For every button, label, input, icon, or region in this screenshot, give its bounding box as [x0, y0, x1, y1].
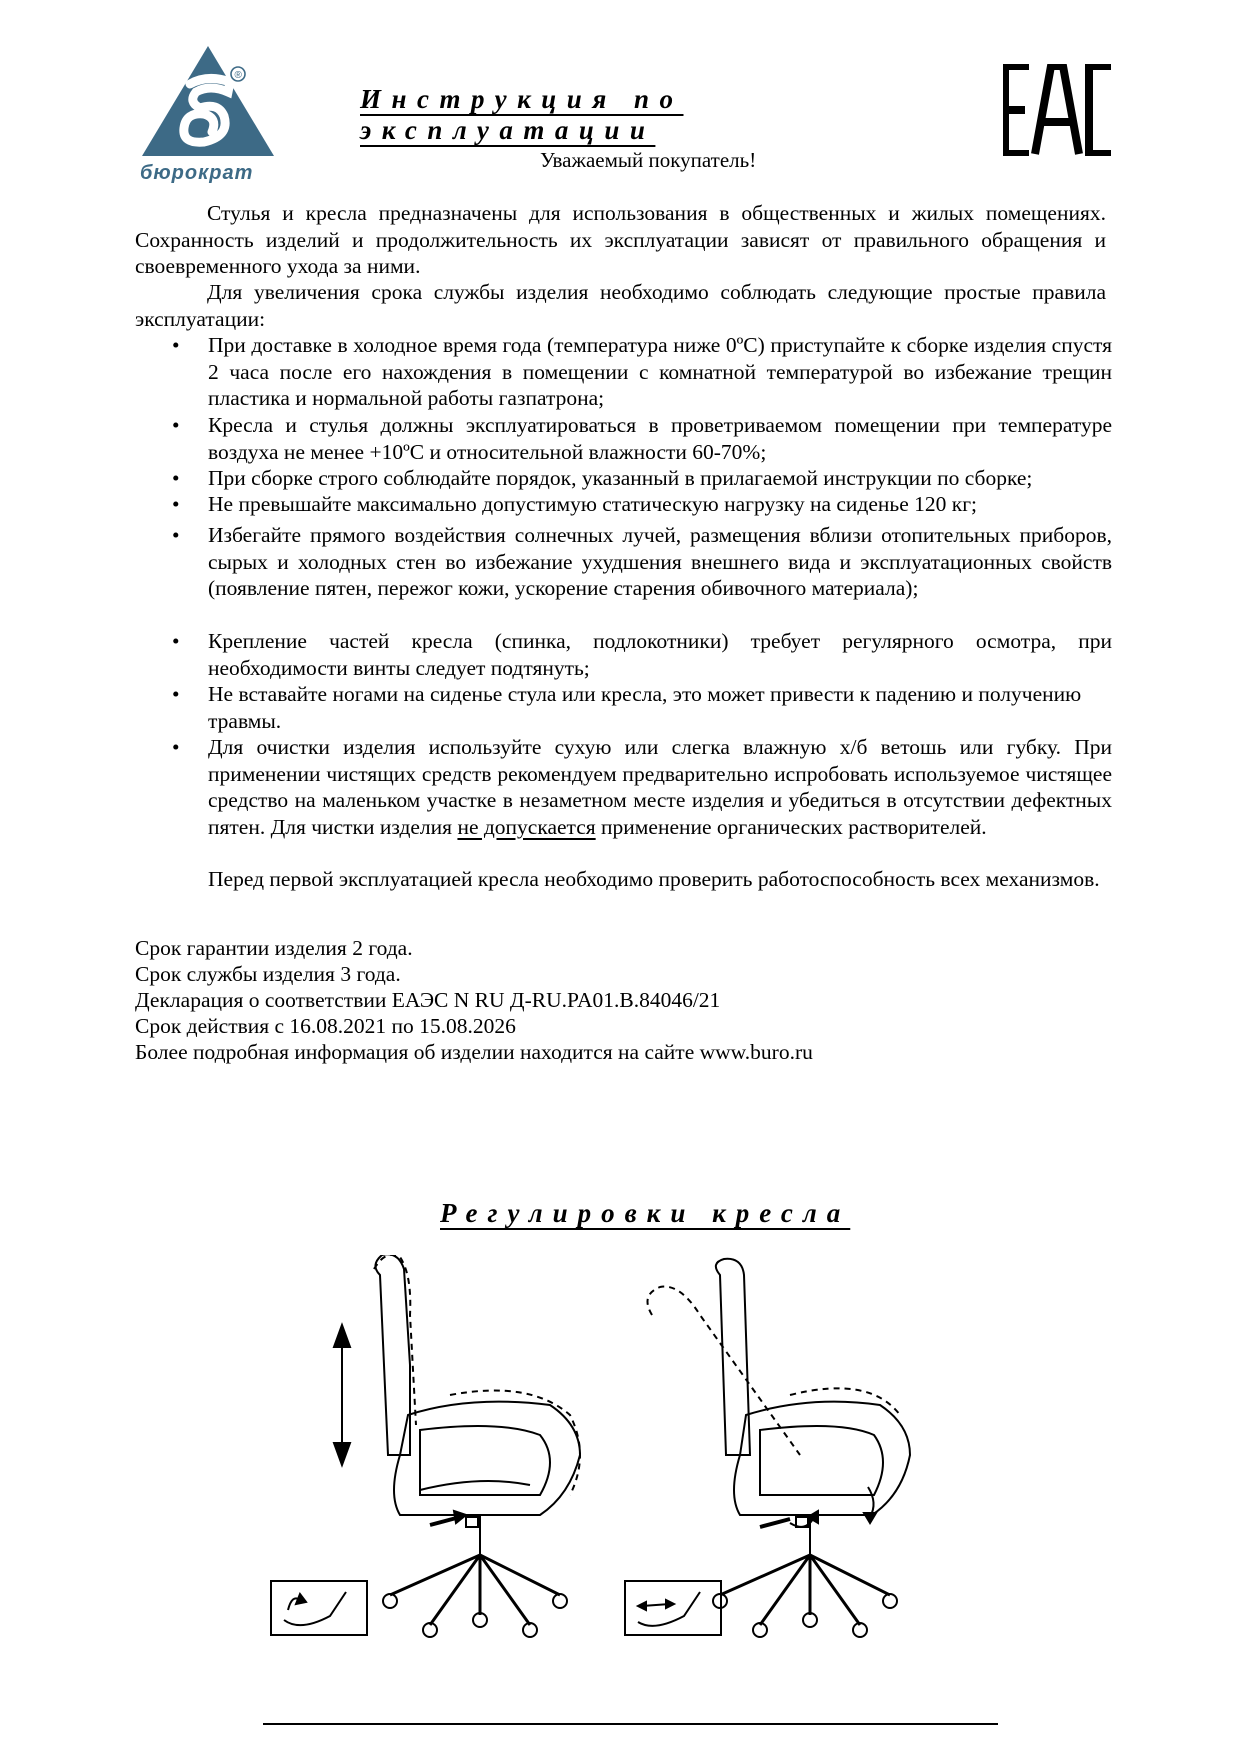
greeting: Уважаемый покупатель!	[540, 148, 757, 172]
rule-text: Кресла и стулья должны эксплуатироваться в проветриваемом помещении при температуре воздуха не менее +10ºС и относительной влажности 60-70%;	[208, 413, 1112, 464]
intro-paragraph-1: Стулья и кресла предназначены для использования в общественных и жилых помещениях. Сохранность изделий и продолжительность их эксплуатации зависят от правильного обращения и своевременного ухода за ними.	[135, 201, 1106, 278]
cleaning-text	[208, 734, 1112, 840]
service-life-line: Срок службы изделия 3 года.	[135, 962, 401, 986]
bullet-icon: •	[172, 682, 180, 706]
brand-name: бюрократ	[140, 162, 254, 184]
bullet-icon: •	[172, 413, 180, 437]
cleaning-text-after: применение органических растворителей.	[595, 814, 987, 839]
bullet-icon: •	[172, 523, 180, 547]
declaration-line: Декларация о соответствии ЕАЭС N RU Д-RU.PA01.B.84046/21	[135, 988, 721, 1012]
rule-text: При сборке строго соблюдайте порядок, указанный в прилагаемой инструкции по сборке;	[208, 466, 1033, 490]
cleaning-text-underlined: не допускается	[457, 814, 596, 839]
bullet-icon: •	[172, 333, 180, 357]
rule-text: Крепление частей кресла (спинка, подлокотники) требует регулярного осмотра, при необходимости винты следует подтянуть;	[208, 629, 1112, 680]
bullet-icon: •	[172, 735, 180, 759]
check-note: Перед первой эксплуатацией кресла необходимо проверить работоспособность всех механизмов.	[208, 867, 1100, 891]
tilt-lever-inset	[624, 1580, 724, 1638]
intro-paragraph-2: Для увеличения срока службы изделия необходимо соблюдать следующие простые правила эксплуатации:	[135, 280, 1106, 331]
cleaning-text-before: Для очистки изделия используйте сухую или слегка влажную х/б ветошь или губку. При применении чистящих средств рекомендуем предварительно испробовать используемое чистящее средство на маленьком участке в незаметном месте изделия и убедиться в отсутствии дефектных пятен. Для чистки изделия	[208, 735, 1112, 839]
adjustments-title: Регулировки кресла	[440, 1198, 851, 1228]
rule-text: Избегайте прямого воздействия солнечных лучей, размещения вблизи отопительных приборов, сырых и холодных стен во избежание ухудшения внешнего вида и эксплуатационных свойств (появление пятен, пережог кожи, ускорение старения обивочного материала);	[208, 523, 1112, 600]
rule-text: Не превышайте максимально допустимую статическую нагрузку на сиденье 120 кг;	[208, 492, 977, 516]
rule-text: При доставке в холодное время года (температура ниже 0ºС) приступайте к сборке изделия спустя 2 часа после его нахождения в помещении с комнатной температурой во избежание трещин пластика и нормальной работы газпатрона;	[208, 333, 1112, 410]
eac-mark-icon	[1003, 64, 1115, 156]
lever-up-icon	[270, 1580, 370, 1638]
bottom-divider	[263, 1723, 998, 1725]
warranty-line: Срок гарантии изделия 2 года.	[135, 936, 413, 960]
bullet-icon: •	[172, 492, 180, 516]
tilt-arrow-icon	[790, 1487, 876, 1527]
website-line: Более подробная информация об изделии находится на сайте www.buro.ru	[135, 1040, 813, 1064]
page-title: Инструкция по эксплуатации	[360, 84, 684, 145]
height-lever-inset	[270, 1580, 370, 1638]
trademark-symbol: ®	[234, 70, 242, 81]
lever-push-pull-icon	[624, 1580, 724, 1638]
validity-line: Срок действия с 16.08.2021 по 15.08.2026	[135, 1014, 516, 1038]
brand-logo	[138, 44, 278, 164]
eac-mark	[1003, 64, 1115, 156]
bullet-icon: •	[172, 466, 180, 490]
height-arrow-icon	[334, 1325, 350, 1465]
bullet-icon: •	[172, 629, 180, 653]
rule-text: Не вставайте ногами на сиденье стула или кресла, это может привести к падению и получению травмы.	[208, 682, 1082, 733]
logo-triangle-icon	[138, 44, 278, 164]
